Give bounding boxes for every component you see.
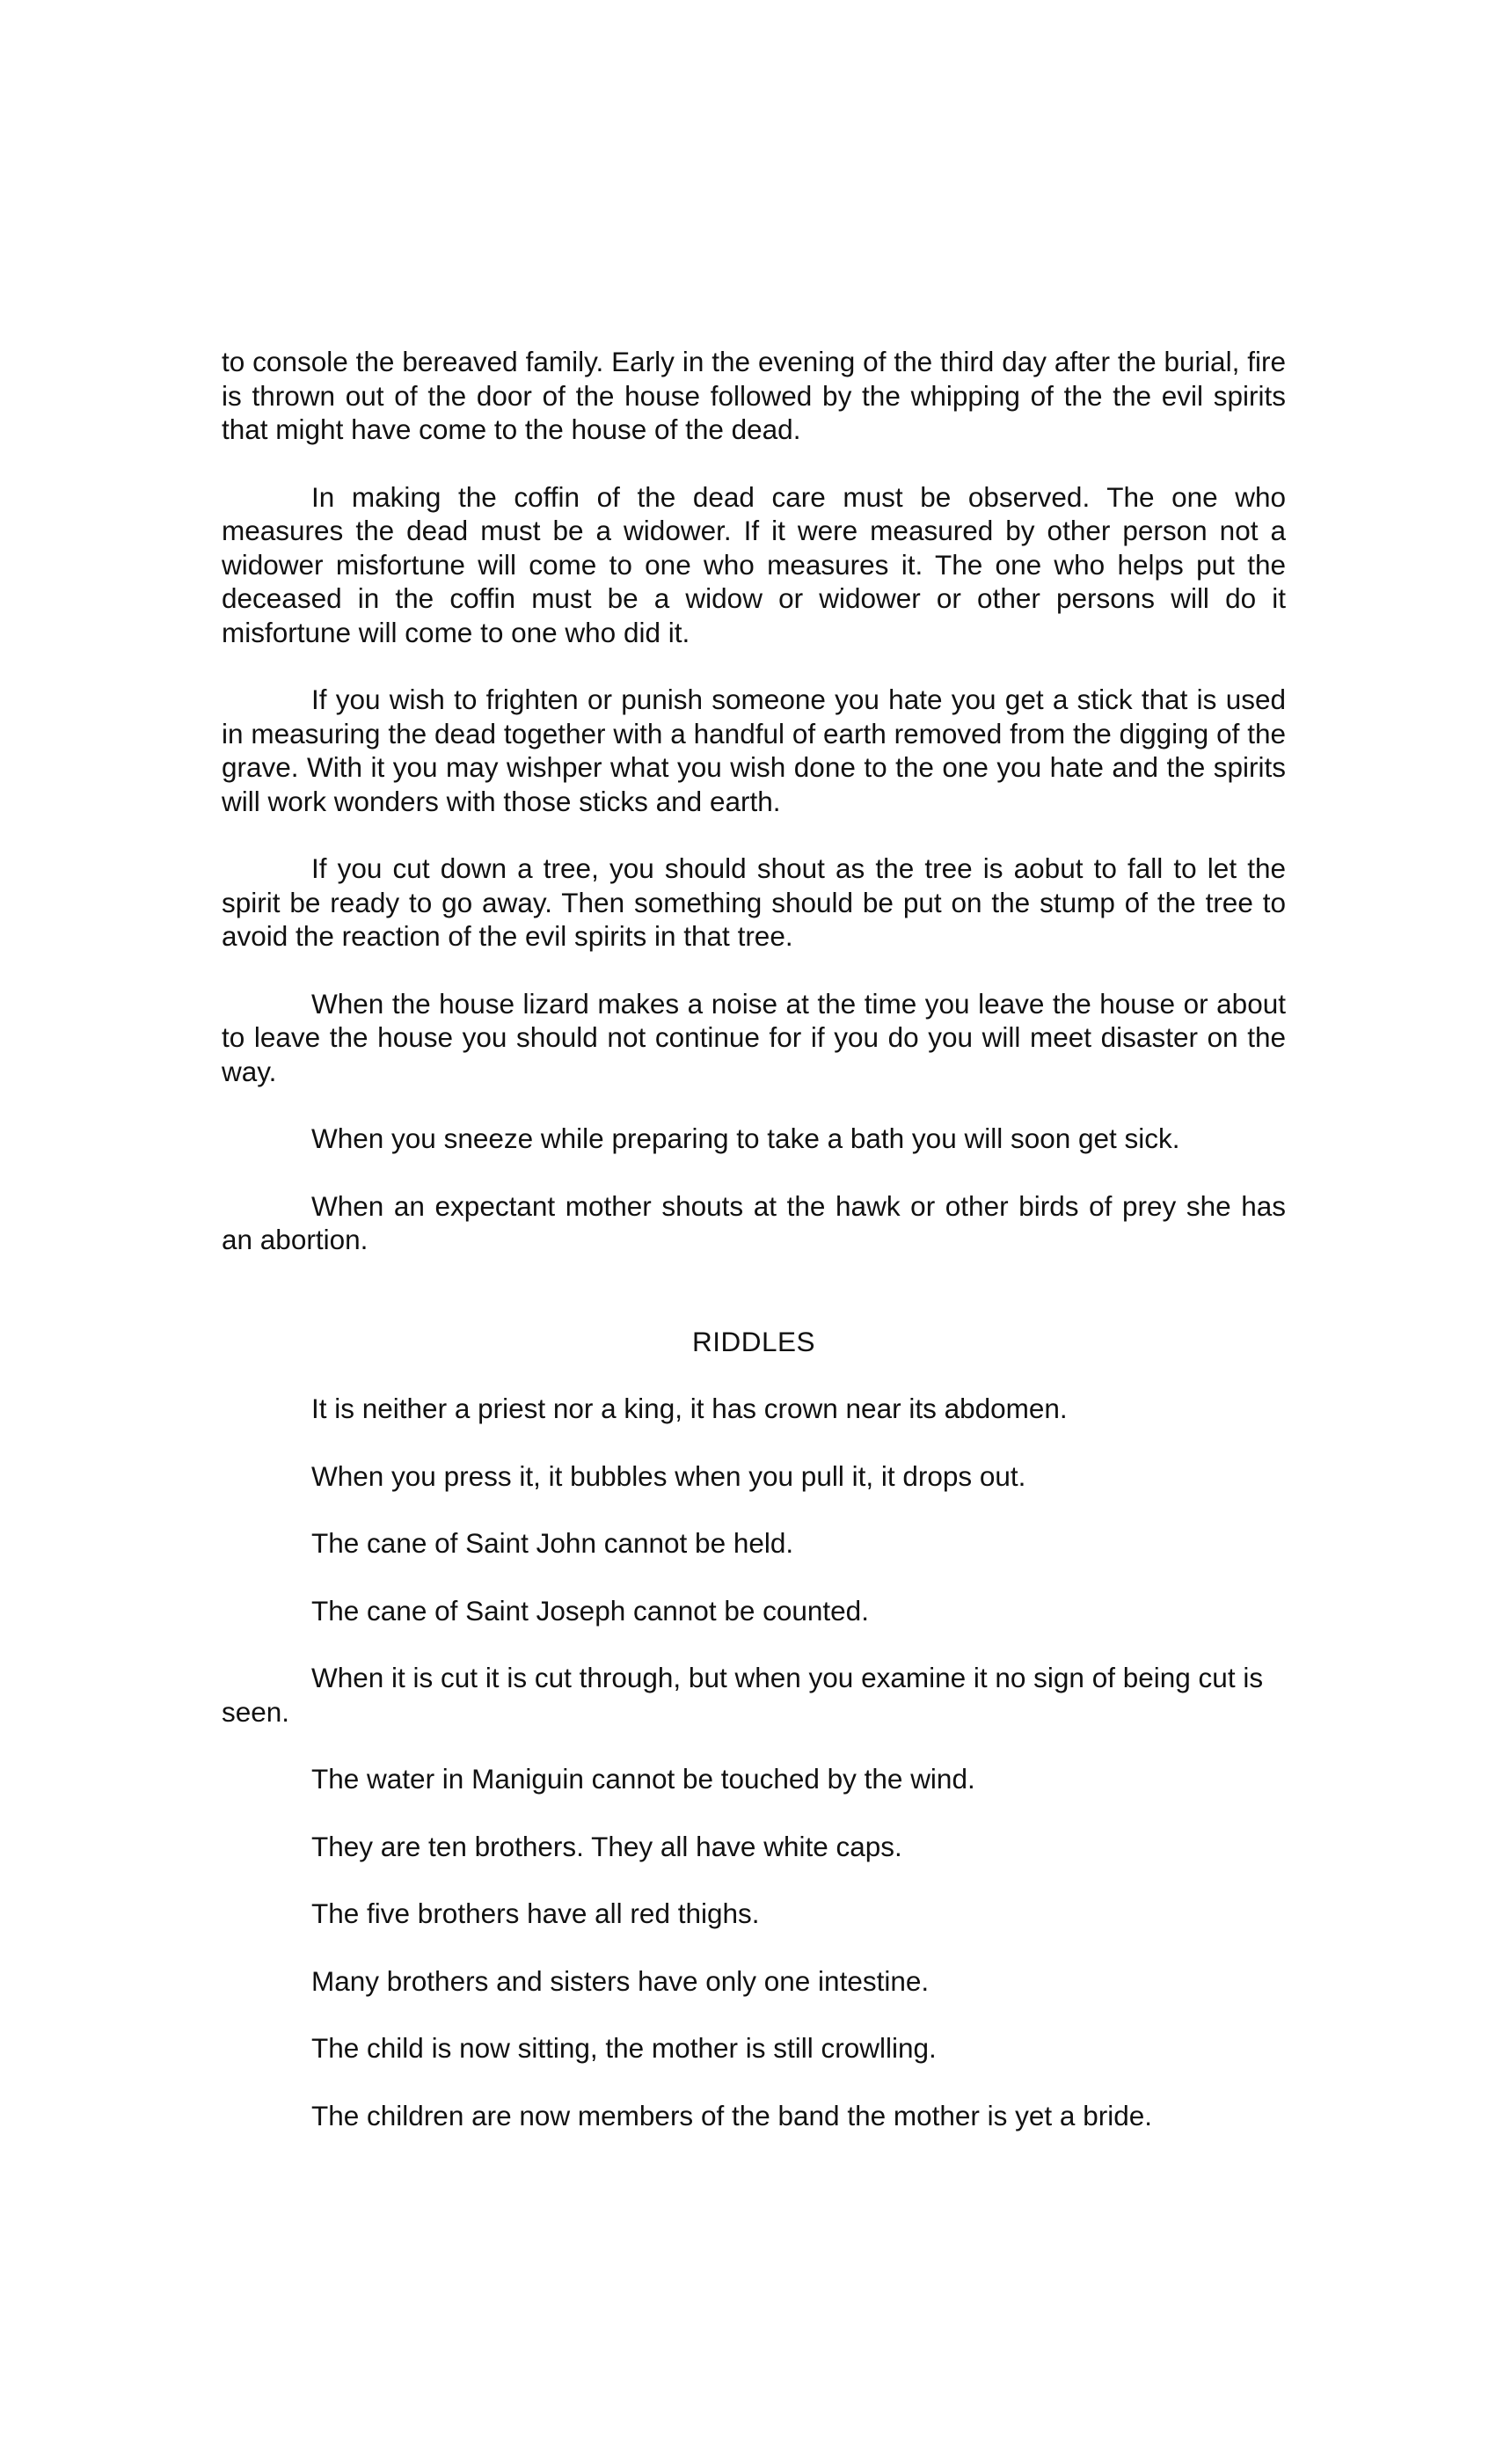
paragraph-frighten: If you wish to frighten or punish someone you hate you get a stick that is used in measuring the dead together with a handful of earth removed from the digging of the grave. With it you may wishper what you wish done to the one you hate and the spirits will work wonders with those sticks and earth. xyxy=(222,684,1286,817)
paragraph-coffin: In making the coffin of the dead care must be observed. The one who measures the dead must be a widower. If it were measured by other person not a widower misfortune will come to one who measures it. The one who helps put the deceased in the coffin must be a widow or widower or other persons will do it misfortune will come to one who did it. xyxy=(222,480,1286,648)
riddle-item: Many brothers and sisters have only one intestine. xyxy=(311,1964,930,1997)
paragraph-bereaved-family: to console the bereaved family. Early in the evening of the third day after the burial, fire is thrown out of the door of the house followed by the whipping of the the evil spirits that might have come to the house of the dead. xyxy=(222,346,1286,445)
paragraph-sneeze: When you sneeze while preparing to take a bath you will soon get sick. xyxy=(311,1122,1180,1154)
riddles-heading: RIDDLES xyxy=(691,1325,816,1357)
document-page xyxy=(222,345,1286,2166)
riddle-item: The water in Maniguin cannot be touched by the wind. xyxy=(311,1763,975,1795)
riddle-item: They are ten brothers. They all have white caps. xyxy=(311,1830,902,1862)
paragraph-tree: If you cut down a tree, you should shout as the tree is aobut to fall to let the spirit be ready to go away. Then something should be put on the stump of the tree to avoid the reaction of the evil spirits in that tree. xyxy=(222,852,1286,952)
riddle-item: When you press it, it bubbles when you pull it, it drops out. xyxy=(311,1459,1026,1492)
riddle-item: When it is cut it is cut through, but when you examine it no sign of being cut is seen. xyxy=(222,1662,1264,1728)
riddle-item: The five brothers have all red thighs. xyxy=(311,1897,760,1929)
riddle-item: The cane of Saint Joseph cannot be counted. xyxy=(311,1594,869,1627)
riddle-item: The cane of Saint John cannot be held. xyxy=(311,1527,794,1559)
riddle-item: The children are now members of the band the mother is yet a bride. xyxy=(311,2099,1152,2131)
paragraph-expectant-mother: When an expectant mother shouts at the hawk or other birds of prey she has an abortion. xyxy=(222,1189,1286,1255)
riddle-item: The child is now sitting, the mother is still crowlling. xyxy=(311,2032,937,2064)
paragraph-house-lizard: When the house lizard makes a noise at the time you leave the house or about to leave the house you should not continue for if you do you will meet disaster on the way. xyxy=(222,987,1286,1087)
riddle-item: It is neither a priest nor a king, it has crown near its abdomen. xyxy=(311,1393,1068,1424)
riddles-list xyxy=(222,1392,1286,2132)
